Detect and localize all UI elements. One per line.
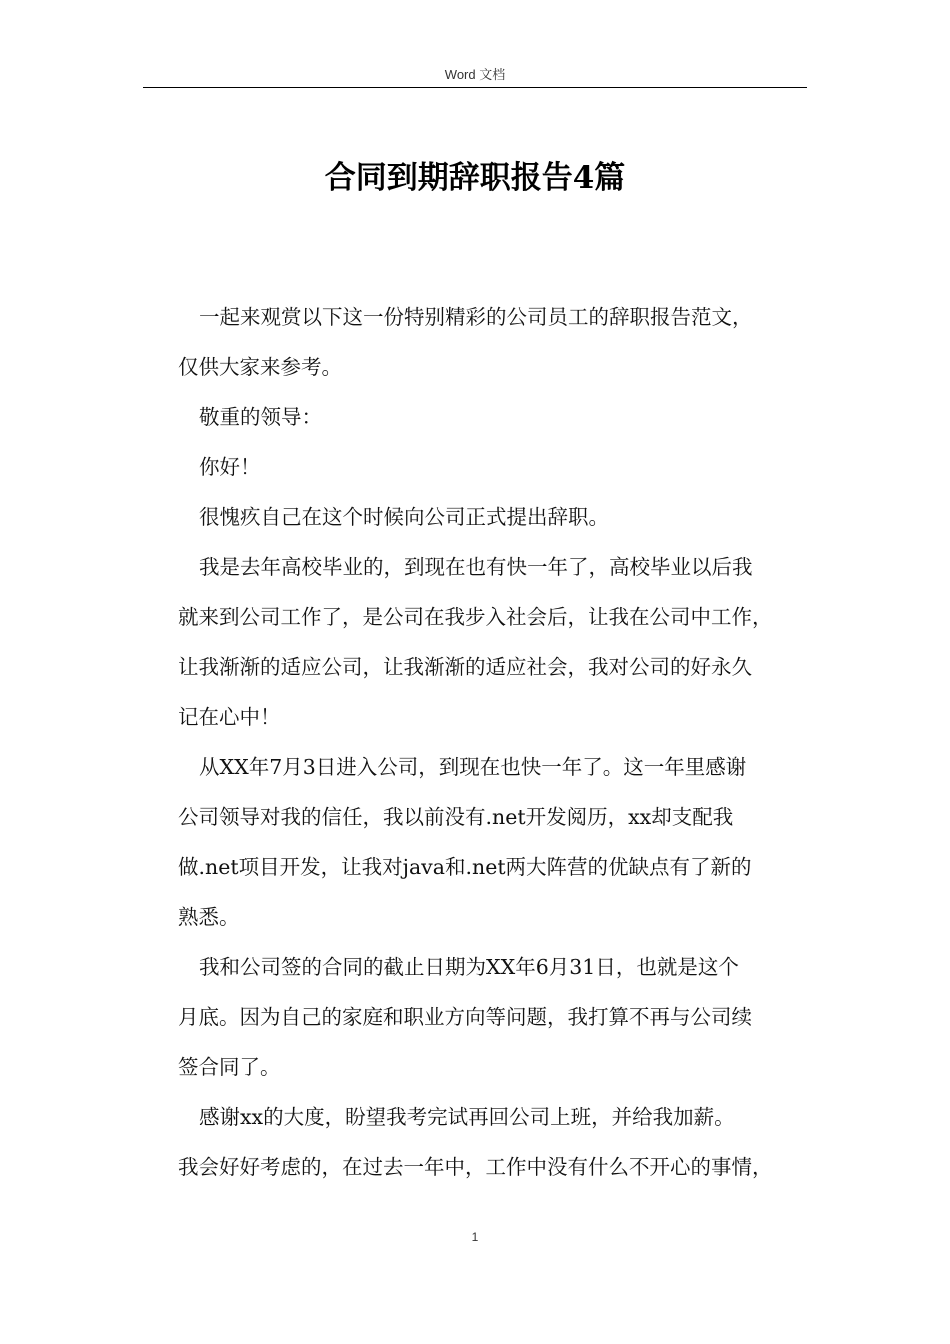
paragraph-line: 敬重的领导： (199, 405, 322, 429)
paragraph-line: 我和公司签的合同的截止日期为XX年6月31日，也就是这个 (199, 955, 739, 979)
paragraph-line: 仅供大家来参考。 (178, 355, 342, 379)
page-number: 1 (471, 1230, 479, 1244)
paragraph-line: 让我渐渐的适应公司，让我渐渐的适应社会，我对公司的好永久 (178, 655, 752, 679)
paragraph-line: 很愧疚自己在这个时候向公司正式提出辞职。 (199, 505, 609, 529)
paragraph-background (178, 542, 816, 742)
paragraph-line: 我会好好考虑的，在过去一年中，工作中没有什么不开心的事情， (178, 1155, 773, 1179)
header-rule (143, 87, 807, 88)
paragraph-line: 你好！ (199, 455, 261, 479)
paragraph-line: 公司领导对我的信任，我以前没有.net开发阅历，xx却支配我 (178, 805, 734, 829)
paragraph-line: 签合同了。 (178, 1055, 281, 1079)
paragraph-line: 月底。因为自己的家庭和职业方向等问题，我打算不再与公司续 (178, 1005, 752, 1029)
paragraph-intro (178, 292, 816, 392)
paragraph-thanks (178, 1092, 816, 1192)
paragraph-line: 熟悉。 (178, 905, 240, 929)
paragraph-line: 记在心中！ (178, 705, 281, 729)
document-body (178, 292, 816, 1192)
paragraph-experience (178, 742, 816, 942)
document-title: 合同到期辞职报告4篇 (324, 160, 626, 196)
paragraph-line: 感谢xx的大度，盼望我考完试再回公司上班，并给我加薪。 (199, 1105, 735, 1129)
paragraph-line: 从XX年7月3日进入公司，到现在也快一年了。这一年里感谢 (199, 755, 747, 779)
paragraph-line: 做.net项目开发，让我对java和.net两大阵营的优缺点有了新的 (178, 855, 752, 879)
paragraph-line: 就来到公司工作了，是公司在我步入社会后，让我在公司中工作， (178, 605, 773, 629)
page-header-label: Word 文档 (444, 67, 506, 82)
paragraph-line: 我是去年高校毕业的，到现在也有快一年了，高校毕业以后我 (199, 555, 753, 579)
paragraph-apology (178, 492, 816, 542)
paragraph-contract (178, 942, 816, 1092)
paragraph-salutation (178, 392, 816, 442)
paragraph-line: 一起来观赏以下这一份特别精彩的公司员工的辞职报告范文， (199, 305, 753, 329)
paragraph-greeting (178, 442, 816, 492)
